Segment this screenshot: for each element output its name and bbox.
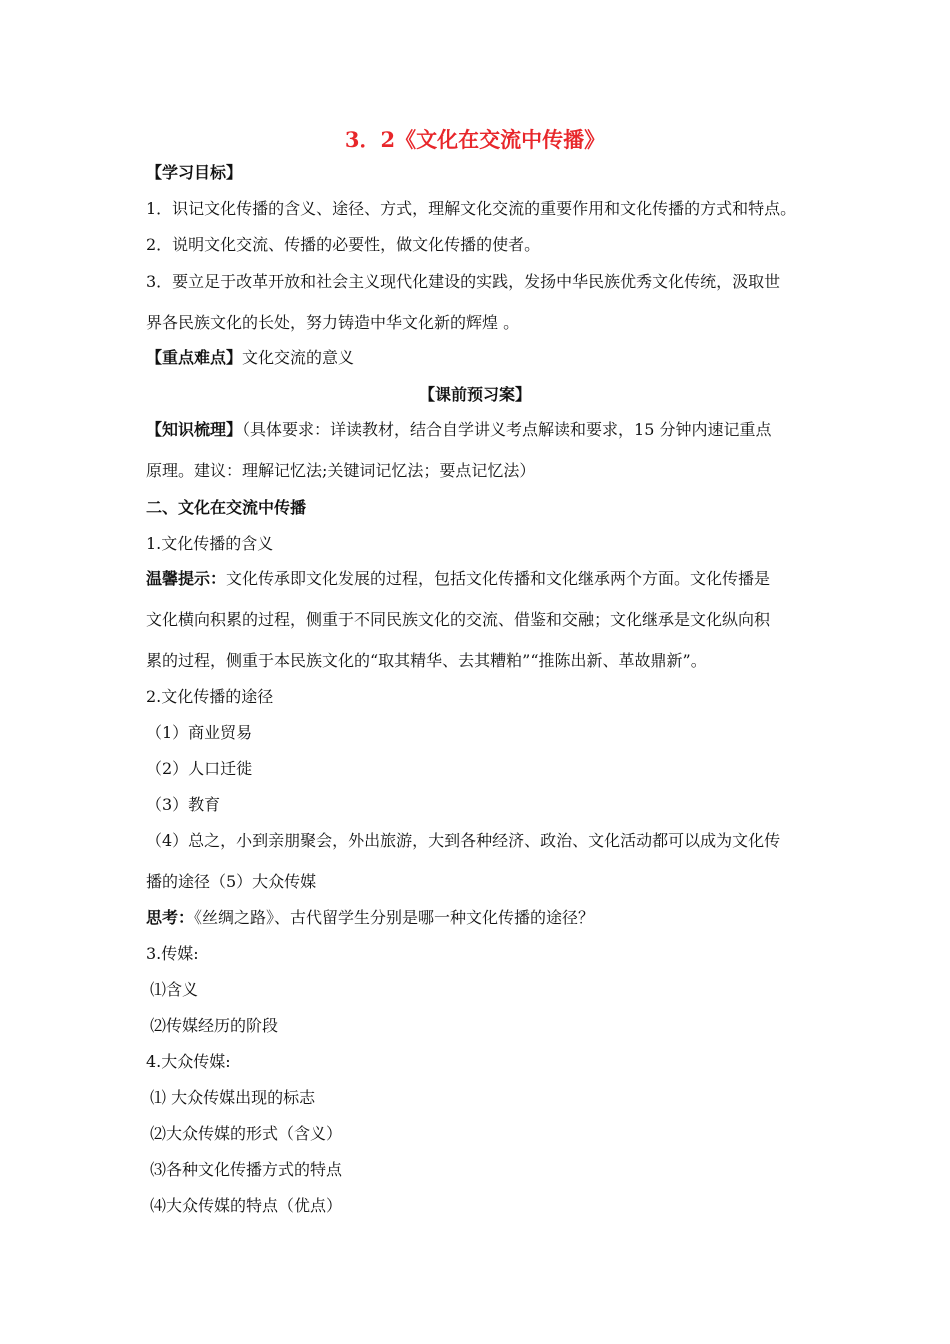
tip-line-2: 文化横向积累的过程，侧重于不同民族文化的交流、借鉴和交融；文化继承是文化纵向积 [146,610,771,629]
mass-media-item-1: ⑴ 大众传媒出现的标志 [150,1088,316,1107]
goal-item-3-line-2: 界各民族文化的长处，努力铸造中华文化新的辉煌 。 [146,313,520,332]
goals-heading: 【学习目标】 [146,163,243,182]
media-item-1: ⑴含义 [150,980,199,999]
knowledge-label: 【知识梳理】 [146,420,243,439]
media-item-2: ⑵传媒经历的阶段 [150,1016,279,1035]
tip-line-1 [146,568,770,590]
key-difficulty-text: 文化交流的意义 [242,348,355,367]
way-item-3: （3）教育 [146,795,221,814]
tip-line-3: 累的过程，侧重于本民族文化的“取其精华、去其糟粕”“推陈出新、革故鼎新”。 [146,651,707,670]
key-difficulty-line [146,347,354,369]
tip-text-1: 文化传承即文化发展的过程，包括文化传播和文化继承两个方面。文化传播是 [226,569,771,588]
item-2-heading: 2.文化传播的途径 [146,687,274,706]
key-difficulty-label: 【重点难点】 [146,348,243,367]
way-item-1: （1）商业贸易 [146,723,253,742]
item-4-heading: 4.大众传媒: [146,1052,231,1071]
mass-media-item-3: ⑶各种文化传播方式的特点 [150,1160,343,1179]
mass-media-item-4: ⑷大众传媒的特点（优点） [150,1196,343,1215]
knowledge-text-1: （具体要求：详读教材，结合自学讲义考点解读和要求，15 分钟内速记重点 [242,420,772,439]
knowledge-line-2: 原理。建议：理解记忆法;关键词记忆法；要点记忆法） [146,461,536,480]
goal-item-3-line-1: 3．要立足于改革开放和社会主义现代化建设的实践，发扬中华民族优秀文化传统，汲取世 [146,272,781,291]
way-item-4-line-2: 播的途径（5）大众传媒 [146,872,317,891]
document-title: 3．2《文化在交流中传播》 [344,127,606,152]
mass-media-item-2: ⑵大众传媒的形式（含义） [150,1124,343,1143]
tip-label: 温馨提示： [146,569,227,588]
knowledge-line-1 [146,419,771,441]
way-item-4-line-1: （4）总之，小到亲朋聚会，外出旅游，大到各种经济、政治、文化活动都可以成为文化传 [146,831,781,850]
goal-item-1: 1．识记文化传播的含义、途径、方式，理解文化交流的重要作用和文化传播的方式和特点。 [146,199,797,218]
preview-heading: 【课前预习案】 [418,385,531,404]
section-heading: 二、文化在交流中传播 [146,498,307,517]
way-item-2: （2）人口迁徙 [146,759,253,778]
think-line [146,907,594,929]
think-text: 《丝绸之路》、古代留学生分别是哪一种文化传播的途径？ [194,908,595,927]
goal-item-2: 2．说明文化交流、传播的必要性，做文化传播的使者。 [146,235,541,254]
think-label: 思考： [146,908,195,927]
item-1-heading: 1.文化传播的含义 [146,534,274,553]
item-3-heading: 3.传媒: [146,944,199,963]
